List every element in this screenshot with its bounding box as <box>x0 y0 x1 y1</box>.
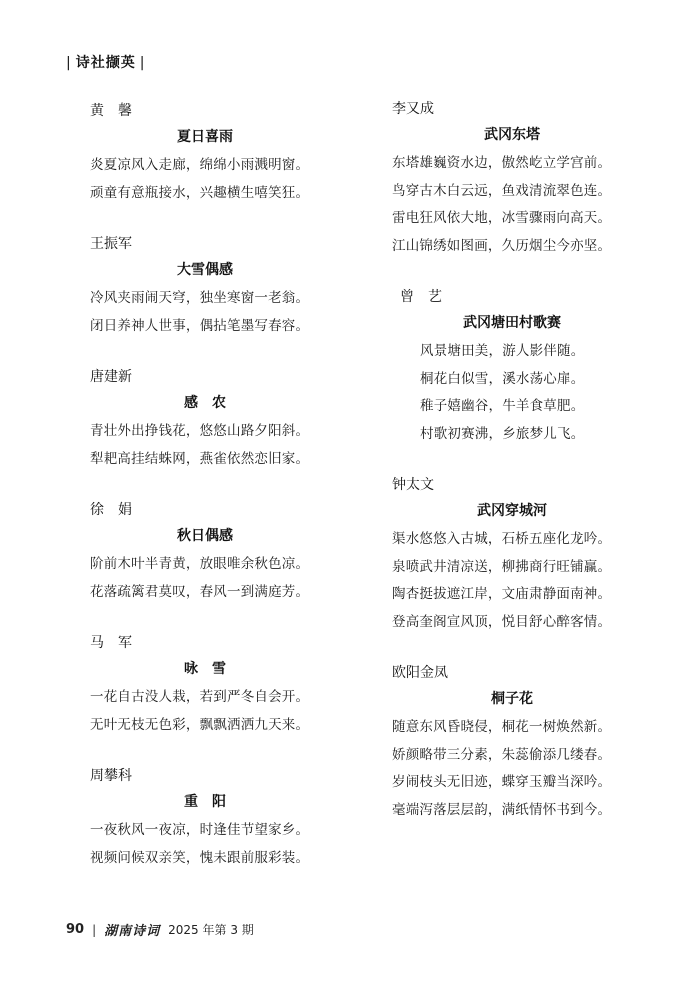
poem <box>392 98 632 260</box>
poem <box>90 765 320 872</box>
poem-line: 顽童有意瓶接水，兴趣横生嘻笑狂。 <box>90 184 310 201</box>
poet-name: 王振军 <box>90 236 132 252</box>
poet-name: 曾 艺 <box>400 289 442 305</box>
page-footer <box>66 920 254 939</box>
poem-title: 夏日喜雨 <box>177 129 233 145</box>
poem-line: 闭日养神人世事，偶拈笔墨写春容。 <box>90 317 310 334</box>
issue-label: 2025 年第 3 期 <box>168 923 254 937</box>
poem-line: 花落疏篱君莫叹，春风一到满庭芳。 <box>90 583 310 600</box>
poem-line: 炎夏凉风入走廊，绵绵小雨溅明窗。 <box>90 157 310 173</box>
poem-title: 武冈东塔 <box>484 127 540 143</box>
poem-line: 桐花白似雪，溪水荡心扉。 <box>420 370 585 387</box>
poem-line: 青壮外出挣钱花，悠悠山路夕阳斜。 <box>90 423 310 439</box>
poem-line: 鸟穿古木白云远，鱼戏清流翠色连。 <box>392 182 612 199</box>
poem-line: 风景塘田美，游人影伴随。 <box>420 343 585 359</box>
poem-line: 登高奎阁宣风顶，悦目舒心醉客情。 <box>392 613 612 630</box>
poem-line: 江山锦绣如图画，久历烟尘今亦坚。 <box>392 237 612 254</box>
poem <box>90 233 320 340</box>
poem <box>90 632 320 739</box>
poem <box>392 286 632 448</box>
poem <box>90 366 320 473</box>
poem-line: 村歌初赛沸，乡旅梦儿飞。 <box>420 425 585 442</box>
poem <box>90 100 320 207</box>
poet-name: 黄 馨 <box>90 103 132 119</box>
tag-bar-right: | <box>139 55 146 71</box>
poet-name: 钟太文 <box>392 477 434 493</box>
poem-line: 一夜秋风一夜凉，时逢佳节望家乡。 <box>90 822 310 838</box>
poem-line: 陶杏挺拔遮江岸，文庙肃静面南神。 <box>392 586 612 602</box>
poem-line: 泉喷武井清凉送，柳拂商行旺铺赢。 <box>392 558 612 575</box>
poem-line: 冷风夹雨闹天穹，独坐寒窗一老翁。 <box>90 290 310 306</box>
poem <box>90 499 320 606</box>
poem-line: 一花自古没人栽，若到严冬自会开。 <box>90 689 310 705</box>
poem-line: 阶前木叶半青黄，放眼唯余秋色凉。 <box>90 556 310 572</box>
poem-line: 东塔雄巍资水边，傲然屹立学宫前。 <box>392 155 612 171</box>
poem-title: 桐子花 <box>491 691 533 707</box>
poem-title: 大雪偶感 <box>177 262 233 278</box>
poem-title: 感 农 <box>184 395 226 411</box>
footer-separator: | <box>92 922 97 937</box>
poem-line: 视频问候双亲笑，愧未跟前服彩装。 <box>90 849 310 866</box>
poet-name: 马 军 <box>90 635 132 651</box>
poet-name: 周攀科 <box>90 768 132 784</box>
poem-line: 雷电狂风依大地，冰雪骤雨向高天。 <box>392 210 612 226</box>
page-number: 90 <box>66 922 85 937</box>
poem-line: 随意东风昏晓侵，桐花一树焕然新。 <box>392 719 612 735</box>
poem-line: 无叶无枝无色彩，飘飘洒洒九天来。 <box>90 716 310 733</box>
poem-line: 犁耙高挂结蛛网，燕雀依然恋旧家。 <box>90 450 310 467</box>
tag-bar-left: | <box>66 55 72 71</box>
poet-name: 李又成 <box>392 101 434 117</box>
poem-title: 武冈塘田村歌赛 <box>463 315 561 331</box>
poem-line: 岁闹枝头无旧迹，蝶穿玉瓣当深吟。 <box>392 774 612 790</box>
poet-name: 欧阳金凤 <box>392 665 448 681</box>
poem-title: 重 阳 <box>184 794 226 810</box>
poem-line: 娇颜略带三分素，朱蕊偷添几缕春。 <box>392 746 612 763</box>
poem-line: 渠水悠悠入古城，石桥五座化龙吟。 <box>392 531 612 547</box>
poet-name: 徐 娟 <box>90 502 132 518</box>
poem-title: 咏 雪 <box>184 661 226 677</box>
poem-line: 稚子嬉幽谷，牛羊食草肥。 <box>420 398 585 414</box>
poem <box>392 474 632 636</box>
poet-name: 唐建新 <box>90 369 132 385</box>
poem <box>392 662 632 824</box>
poem-title: 秋日偶感 <box>177 528 233 544</box>
magazine-name: 湖南诗词 <box>104 924 161 939</box>
section-tag <box>62 52 149 72</box>
poem-line: 毫端泻落层层韵，满纸情怀书到今。 <box>392 801 612 818</box>
poem-title: 武冈穿城河 <box>477 503 547 519</box>
section-title: 诗社撷英 <box>75 55 136 71</box>
right-column <box>392 98 632 850</box>
left-column <box>90 100 320 898</box>
